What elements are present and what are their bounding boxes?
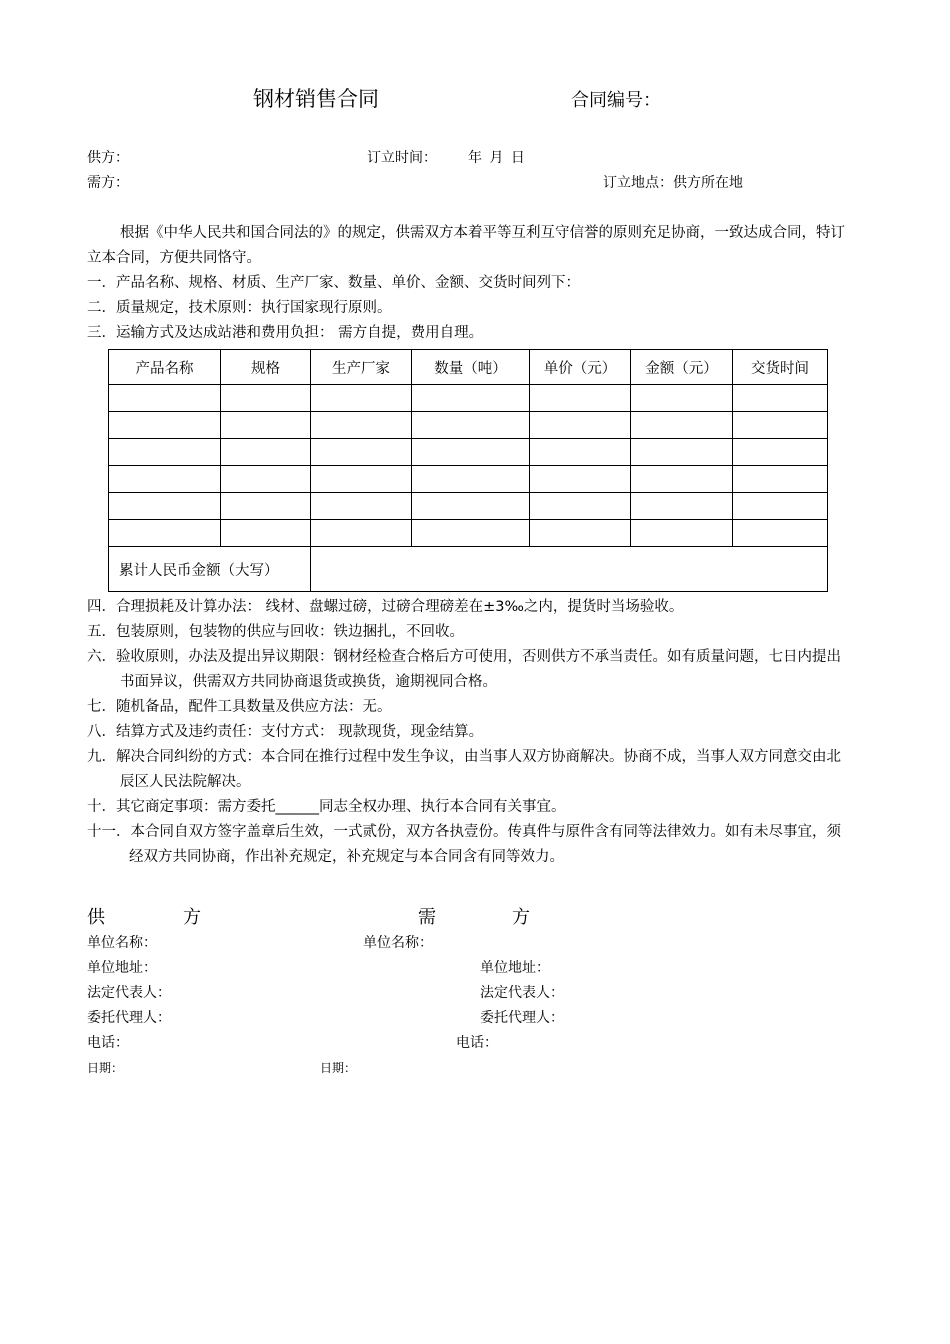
table-cell[interactable] xyxy=(631,439,733,466)
buyer-unit-address: 单位地址： xyxy=(480,960,550,976)
table-cell[interactable] xyxy=(412,439,530,466)
table-row xyxy=(109,493,828,520)
table-cell[interactable] xyxy=(221,493,311,520)
table-header-row xyxy=(109,350,828,385)
contract-number-label: 合同编号： xyxy=(571,90,661,111)
supplier-legal-representative: 法定代表人： xyxy=(87,985,171,1001)
table-cell[interactable] xyxy=(221,439,311,466)
table-cell[interactable] xyxy=(311,493,412,520)
table-cell[interactable] xyxy=(631,412,733,439)
clause-7: 七．随机备品，配件工具数量及供应方法：无。 xyxy=(87,699,392,715)
table-cell[interactable] xyxy=(221,466,311,493)
clause-10: 十．其它商定事项：需方委托______同志全权办理、执行本合同有关事宜。 xyxy=(87,799,566,815)
buyer-heading-char1: 需 xyxy=(418,907,436,928)
table-cell[interactable] xyxy=(530,412,631,439)
table-cell[interactable] xyxy=(530,385,631,412)
table-header-cell: 数量（吨） xyxy=(412,350,530,385)
table-header-cell: 交货时间 xyxy=(733,350,828,385)
table-cell[interactable] xyxy=(311,520,412,547)
signing-date-label: 订立时间： xyxy=(367,150,437,166)
buyer-legal-representative: 法定代表人： xyxy=(480,985,564,1001)
intro-section xyxy=(87,221,852,346)
buyer-agent: 委托代理人： xyxy=(480,1010,564,1026)
buyer-label: 需方： xyxy=(87,175,129,191)
signing-date-value: 年 月 日 xyxy=(468,150,525,166)
total-amount-value[interactable] xyxy=(311,547,828,592)
table-cell[interactable] xyxy=(733,439,828,466)
table-cell[interactable] xyxy=(733,385,828,412)
table-cell[interactable] xyxy=(733,412,828,439)
signing-place: 订立地点：供方所在地 xyxy=(603,175,743,191)
buyer-unit-name: 单位名称： xyxy=(363,935,433,951)
table-row xyxy=(109,466,828,493)
table-cell[interactable] xyxy=(530,466,631,493)
clause-8: 八．结算方式及违约责任：支付方式： 现款现货，现金结算。 xyxy=(87,724,484,740)
table-cell[interactable] xyxy=(311,412,412,439)
table-row xyxy=(109,385,828,412)
total-amount-label: 累计人民币金额（大写） xyxy=(109,547,311,592)
clause-1: 一．产品名称、规格、材质、生产厂家、数量、单价、金额、交货时间列下： xyxy=(87,275,580,291)
table-cell[interactable] xyxy=(631,466,733,493)
clauses-section xyxy=(87,595,852,870)
clause-5: 五．包装原则，包装物的供应与回收：铁边捆扎，不回收。 xyxy=(87,624,464,640)
table-cell[interactable] xyxy=(733,493,828,520)
table-cell[interactable] xyxy=(311,466,412,493)
table-cell[interactable] xyxy=(221,412,311,439)
clause-3: 三．运输方式及达成站港和费用负担： 需方自提，费用自理。 xyxy=(87,325,484,341)
table-header-cell: 单价（元） xyxy=(530,350,631,385)
table-cell[interactable] xyxy=(530,439,631,466)
supplier-phone: 电话： xyxy=(87,1035,129,1051)
supplier-heading-char1: 供 xyxy=(87,907,105,928)
table-cell[interactable] xyxy=(109,412,221,439)
clause-9: 九．解决合同纠纷的方式：本合同在推行过程中发生争议，由当事人双方协商解决。协商不成，当事人双方同意交由北辰区人民法院解决。 xyxy=(87,749,841,790)
buyer-phone: 电话： xyxy=(456,1035,498,1051)
table-cell[interactable] xyxy=(412,493,530,520)
table-cell[interactable] xyxy=(631,493,733,520)
table-cell[interactable] xyxy=(530,493,631,520)
table-cell[interactable] xyxy=(311,385,412,412)
clause-4: 四．合理损耗及计算办法： 线材、盘螺过磅，过磅合理磅差在±3‰之内，提货时当场验收。 xyxy=(87,599,684,615)
table-cell[interactable] xyxy=(109,385,221,412)
table-cell[interactable] xyxy=(109,520,221,547)
supplier-unit-address: 单位地址： xyxy=(87,960,157,976)
clause-2: 二．质量规定，技术原则：执行国家现行原则。 xyxy=(87,300,392,316)
intro-paragraph: 根据《中华人民共和国合同法的》的规定，供需双方本着平等互利互守信誉的原则充足协商，一致达成合同，特订立本合同，方便共同恪守。 xyxy=(87,225,845,266)
buyer-heading-char2: 方 xyxy=(512,907,530,928)
table-cell[interactable] xyxy=(221,385,311,412)
table-cell[interactable] xyxy=(631,520,733,547)
table-cell[interactable] xyxy=(733,466,828,493)
table-row xyxy=(109,520,828,547)
clause-6: 六．验收原则，办法及提出异议期限：钢材经检查合格后方可使用，否则供方不承当责任。如有质量问题，七日内提出书面异议，供需双方共同协商退货或换货，逾期视同合格。 xyxy=(87,649,841,690)
table-row xyxy=(109,412,828,439)
buyer-date: 日期： xyxy=(320,1061,357,1075)
supplier-label: 供方： xyxy=(87,150,129,166)
clause-11: 十一．本合同自双方签字盖章后生效，一式贰份，双方各执壹份。传真件与原件含有同等法律效力。如有未尽事宜，须经双方共同协商，作出补充规定，补充规定与本合同含有同等效力。 xyxy=(87,824,841,865)
supplier-unit-name: 单位名称： xyxy=(87,935,157,951)
table-cell[interactable] xyxy=(412,466,530,493)
table-cell[interactable] xyxy=(412,412,530,439)
table-cell[interactable] xyxy=(733,520,828,547)
table-cell[interactable] xyxy=(412,385,530,412)
table-header-cell: 产品名称 xyxy=(109,350,221,385)
table-cell[interactable] xyxy=(311,439,412,466)
table-header-cell: 金额（元） xyxy=(631,350,733,385)
table-row xyxy=(109,439,828,466)
table-cell[interactable] xyxy=(109,439,221,466)
table-total-row xyxy=(109,547,828,592)
table-cell[interactable] xyxy=(412,520,530,547)
table-cell[interactable] xyxy=(109,466,221,493)
table-cell[interactable] xyxy=(530,520,631,547)
supplier-agent: 委托代理人： xyxy=(87,1010,171,1026)
goods-table xyxy=(108,349,828,592)
table-cell[interactable] xyxy=(221,520,311,547)
supplier-heading-char2: 方 xyxy=(183,907,201,928)
supplier-date: 日期： xyxy=(87,1061,124,1075)
table-cell[interactable] xyxy=(109,493,221,520)
table-cell[interactable] xyxy=(631,385,733,412)
table-header-cell: 规格 xyxy=(221,350,311,385)
table-header-cell: 生产厂家 xyxy=(311,350,412,385)
document-title: 钢材销售合同 xyxy=(253,87,379,111)
